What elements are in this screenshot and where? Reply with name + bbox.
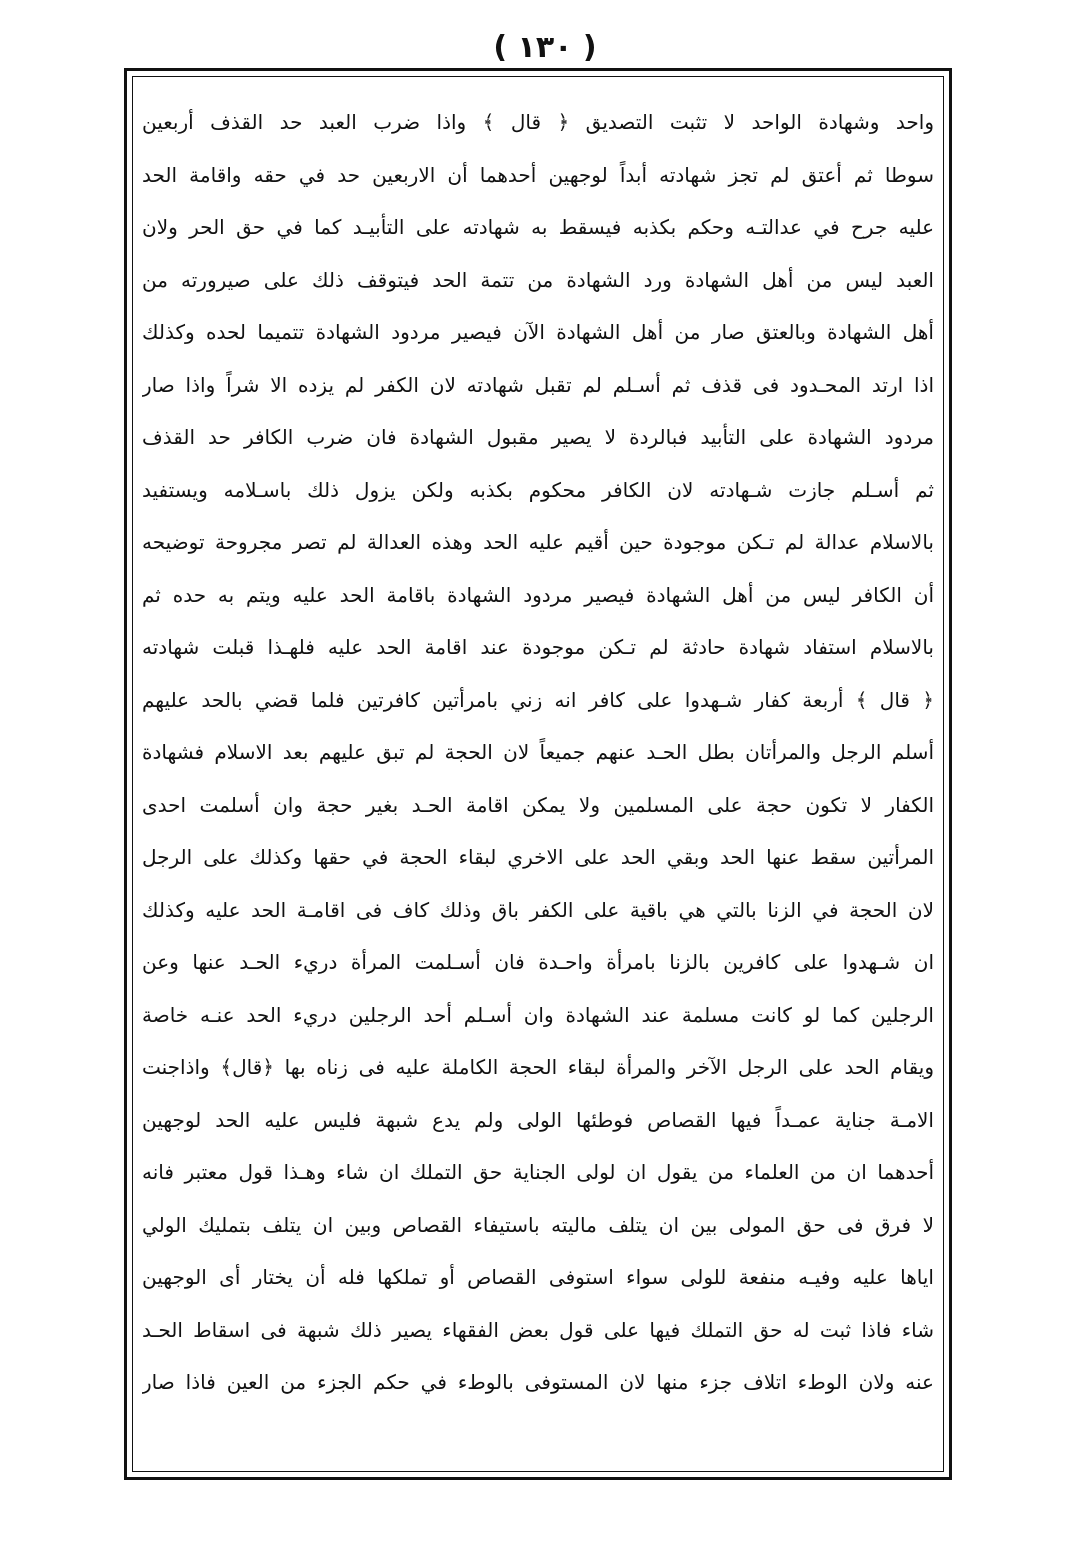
text-line: العبد ليس من أهل الشهادة ورد الشهادة من تتمة الحد فيتوقف ذلك على صيرورته من <box>142 267 934 292</box>
text-line: ان شـهدوا على كافرين بالزنا بامرأة واحـدة فان أسـلمت المرأة دريء الحـد عنها وعن <box>142 950 934 974</box>
text-line: ثم أسـلم جازت شـهادته لان الكافر محكوم بكذبه ولكن يزول ذلك باسـلامه ويستفيد <box>142 477 934 502</box>
text-line: اذا ارتد المحـدود فى قذف ثم أسـلم لم تقبل شهادته لان الكفر لم يزده الا شراً واذا صار <box>142 372 934 397</box>
text-line: الامـة جناية عمـداً فيها القصاص فوطئها الولى ولم يدع شبهة فليس عليه الحد لوجهين <box>142 1107 934 1132</box>
text-line: مردود الشهادة على التأبيد فبالردة لا يصير مقبول الشهادة فان ضرب الكافر حد القذف <box>142 425 934 449</box>
text-line: بالاسلام عدالة لم تـكن موجودة حين أقيم عليه الحد وهذه العدالة لم تصر مجروحة توضيحه <box>142 530 934 554</box>
text-line: أسلم الرجل والمرأتان بطل الحـد عنهم جميعاً لان الحجة لم تبق عليهم بعد الاسلام فشهادة <box>142 740 934 764</box>
page-number: ( ١٣٠ ) <box>493 30 597 65</box>
text-line: ﴿ قال ﴾ أربعة كفار شـهدوا على كافر انه زني بامرأتين كافرتين فلما قضي بالحد عليهم <box>142 687 934 712</box>
text-line: بالاسلام استفاد شهادة حادثة لم تـكن موجودة عند اقامة الحد عليه فلهـذا قبلت شهادته <box>142 635 934 659</box>
text-line: واحد وشهادة الواحد لا تثبت التصديق ﴿ قال ﴾ واذا ضرب العبد حد القذف أربعين <box>142 110 934 134</box>
text-line: سوطا ثم أعتق لم تجز شهادته أبداً لوجهين أحدهما أن الاربعين حد في حقه واقامة الحد <box>142 162 934 187</box>
text-body <box>142 96 934 1409</box>
text-line: ويقام الحد على الرجل الآخر والمرأة لبقاء الحجة الكاملة عليه فى زناه بها ﴿قال﴾ واذاجنت <box>142 1055 934 1079</box>
text-line: عنه ولان الوطء اتلاف جزء منها لان المستوفى بالوطء في حكم الجزء من العين فاذا صار <box>142 1370 934 1394</box>
text-line: أن الكافر ليس من أهل الشهادة فيصير مردود الشهادة باقامة الحد عليه ويتم به حده ثم <box>142 582 934 607</box>
text-line: عليه جرح في عدالتـه وحكم بكذبه فيسقط به شهادته على التأبيـد كما في حق الحر ولان <box>142 215 934 239</box>
text-line: لا فرق فى حق المولى بين ان يتلف ماليته باستيفاء القصاص وبين ان يتلف بتمليك الولي <box>142 1212 934 1237</box>
text-line: لان الحجة في الزنا بالتي هي باقية على الكفر باق وذلك كاف فى اقامـة الحد عليه وكذلك <box>142 897 934 922</box>
text-line: أهل الشهادة وبالعتق صار من أهل الشهادة الآن فيصير مردود الشهادة تتميما لحده وكذلك <box>142 320 934 344</box>
text-line: الكفار لا تكون حجة على المسلمين ولا يمكن اقامة الحـد بغير حجة وان أسلمت احدى <box>142 792 934 817</box>
text-line: اياها عليه وفيـه منفعة للولى سواء استوفى القصاص أو تملكها فله أن يختار أى الوجهين <box>142 1265 934 1289</box>
text-line: الرجلين كما لو كانت مسلمة عند الشهادة وان أسـلم أحد الرجلين دريء الحد عنـه خاصة <box>142 1002 934 1027</box>
text-line: شاء فاذا ثبت له حق التملك فيها على قول بعض الفقهاء يصير ذلك شبهة فى اسقاط الحـد <box>142 1317 934 1342</box>
text-line: المرأتين سقط عنها الحد وبقي الحد على الاخري لبقاء الحجة في حقها وكذلك على الرجل <box>142 845 934 869</box>
text-line: أحدهما ان من العلماء من يقول ان لولى الجناية حق التملك ان شاء وهـذا قول معتبر فانه <box>142 1160 934 1184</box>
